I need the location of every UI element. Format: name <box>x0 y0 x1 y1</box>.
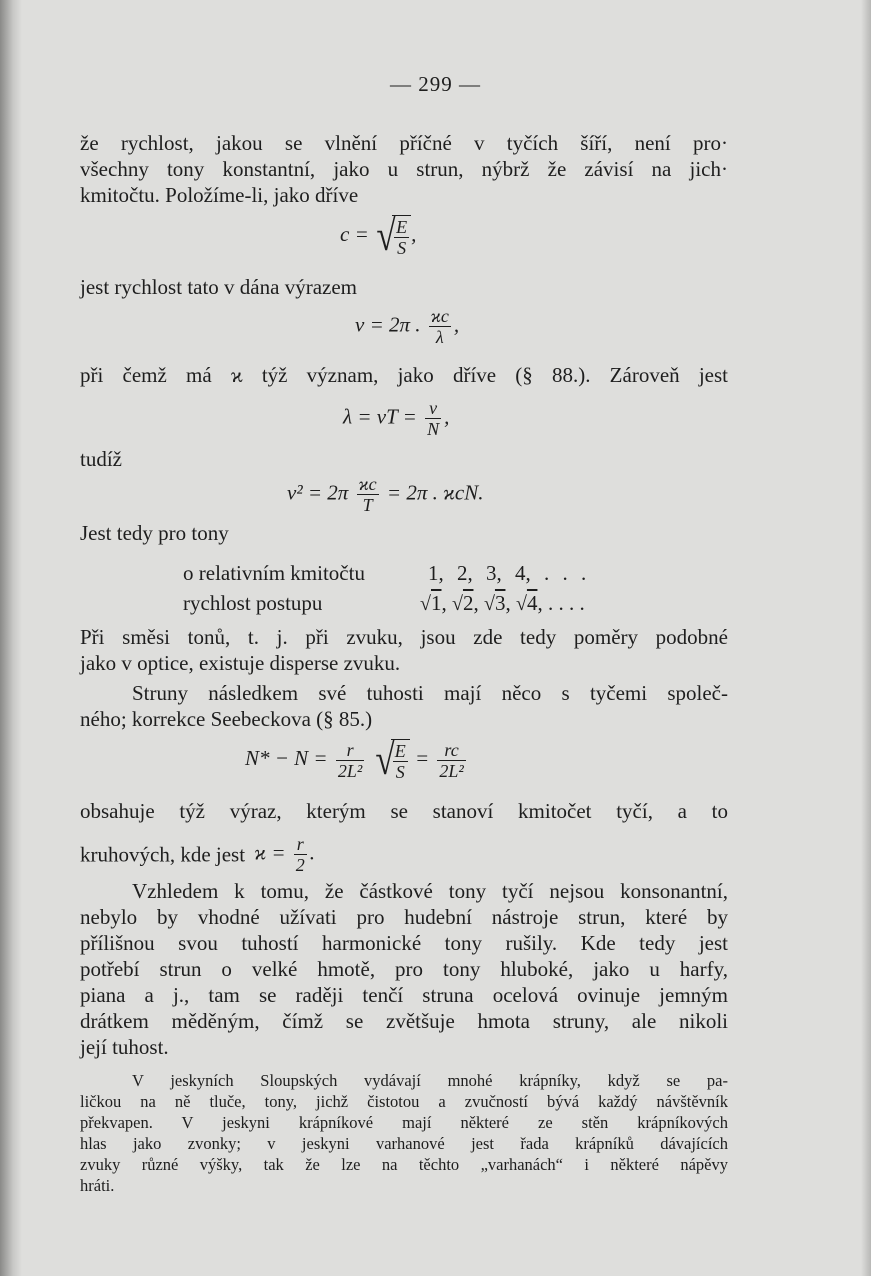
equation-lhs: c = <box>340 221 369 246</box>
text-line: všechny tony konstantní, jako u strun, nýbrž že závisí na jich· <box>80 157 728 181</box>
fraction-denominator: T <box>357 494 379 515</box>
sqrt-sign: √ $\frac{E}{S}$ <box>373 738 410 782</box>
fraction-denominator: λ <box>429 326 451 347</box>
text-line: obsahuje týž výraz, kterým se stanoví kmitočet tyčí, a to <box>80 799 728 823</box>
root-value: 3 <box>494 591 506 615</box>
table-row-frequency-values: 1, 2, 3, 4, . . . <box>428 561 587 585</box>
fraction-denominator: S <box>394 237 409 258</box>
text-line: tudíž <box>80 447 122 471</box>
footnote-line: V jeskyních Sloupských vydávají mnohé krápníky, když se pa- <box>132 1071 728 1090</box>
text-line: nebylo by vhodné užívati pro hudební nástroje strun, které by <box>80 905 728 929</box>
table-row-tail: , . . . . <box>537 591 585 615</box>
text-line: při čemž má ϰ týž význam, jako dříve (§ 88.). Zároveň jest <box>80 363 728 387</box>
fraction-denominator: N <box>427 419 440 439</box>
footnote-line: překvapen. V jeskyni krápníkové mají některé ze stěn krápníkových <box>80 1113 728 1132</box>
fraction-denominator: 2L² <box>439 760 464 781</box>
equation-v: v = 2π . $\frac{ϰc}{\lambda}$ , <box>355 306 460 347</box>
equation-v-squared <box>287 474 484 515</box>
equation-lhs: ϰ = <box>254 840 286 865</box>
fraction-denominator: 2L² <box>337 760 363 781</box>
equation-lhs: v = 2π . <box>355 312 421 337</box>
root-value: 4 <box>526 591 538 615</box>
fraction-numerator: E <box>396 216 408 237</box>
text-line: přílišnou svou tuhostí harmonické tony rušily. Kde tedy jest <box>80 931 728 955</box>
fraction-numerator: E <box>394 740 406 761</box>
equation-c: c = √ $\frac{E}{S}$ , <box>340 211 417 260</box>
text-line: její tuhost. <box>80 1035 169 1059</box>
fraction-numerator: r <box>296 834 304 854</box>
equation-seebeck <box>245 735 469 784</box>
equation-lambda: λ = vT = $\frac{v}{N}$ , <box>343 398 450 439</box>
text-line: potřebí strun o velké hmotě, pro tony hluboké, jako u harfy, <box>80 957 728 981</box>
table-row-label: o relativním kmitočtu <box>183 561 365 585</box>
text-line: kmitočtu. Položíme-li, jako dříve <box>80 183 359 207</box>
equation-kappa: ϰ = $\frac{r}{2}$ . <box>254 834 316 875</box>
text-line: drátkem měděným, čímž se zvětšuje hmota struny, ale nikoli <box>80 1009 728 1033</box>
text-span: kruhových, kde jest <box>80 842 246 867</box>
text-line: jako v optice, existuje disperse zvuku. <box>80 651 401 675</box>
root-value: 2 <box>462 591 474 615</box>
equation-rhs: = 2π . ϰcN. <box>386 480 484 505</box>
footnote-line: hráti. <box>80 1176 115 1195</box>
equation-lhs: λ = vT = <box>343 404 417 429</box>
fraction-numerator: v <box>429 398 438 418</box>
text-line: Struny následkem své tuhosti mají něco s tyčemi společ- <box>132 681 728 705</box>
table-row-label: rychlost postupu <box>183 591 323 615</box>
text-line: ného; korrekce Seebeckova (§ 85.) <box>80 707 373 731</box>
fraction-numerator: r <box>346 739 354 760</box>
fraction-numerator: rc <box>444 739 459 760</box>
equals-sign: = <box>414 745 430 770</box>
fraction-denominator: S <box>393 761 408 782</box>
footnote-line: zvuky různé výšky, tak že lze na těchto „varhanách“ i některé nápěvy <box>80 1155 728 1174</box>
page-number: — 299 — <box>390 72 481 96</box>
root-value: 1 <box>430 591 442 615</box>
table-row-speed-values: √1, √2, √3, √4, . . . . <box>420 591 585 615</box>
text-line: piana a j., tam se raději tenčí struna ocelová ovinuje jemným <box>80 983 728 1007</box>
footnote-line: hlas jako zvonky; v jeskyni varhanové jest řada krápníků dávajících <box>80 1134 728 1153</box>
text-line <box>80 836 728 877</box>
scan-left-shadow <box>0 0 22 1276</box>
footnote-line: ličkou na ně tluče, tony, jichž čistotou a zvučností bývá každý návštěvník <box>80 1092 728 1111</box>
text-line: že rychlost, jakou se vlnění příčné v tyčích šíří, není pro· <box>80 131 728 155</box>
fraction-numerator: ϰc <box>358 474 377 494</box>
text-line: Jest tedy pro tony <box>80 521 229 545</box>
equation-lhs: v² = 2π <box>287 480 349 505</box>
equation-lhs: N* − N = <box>245 745 328 770</box>
table-row-speed <box>183 590 322 616</box>
text-line: jest rychlost tato v dána výrazem <box>80 275 357 299</box>
scan-right-shadow <box>861 0 871 1276</box>
table-row-frequency <box>183 560 365 586</box>
sqrt-sign: √ $\frac{E}{S}$ <box>374 214 411 258</box>
fraction-numerator: ϰc <box>430 306 449 326</box>
text-line: Při směsi tonů, t. j. při zvuku, jsou zde tedy poměry podobné <box>80 625 728 649</box>
text-line: Vzhledem k tomu, že částkové tony tyčí nejsou konsonantní, <box>132 879 728 903</box>
fraction-denominator: 2 <box>295 855 305 875</box>
